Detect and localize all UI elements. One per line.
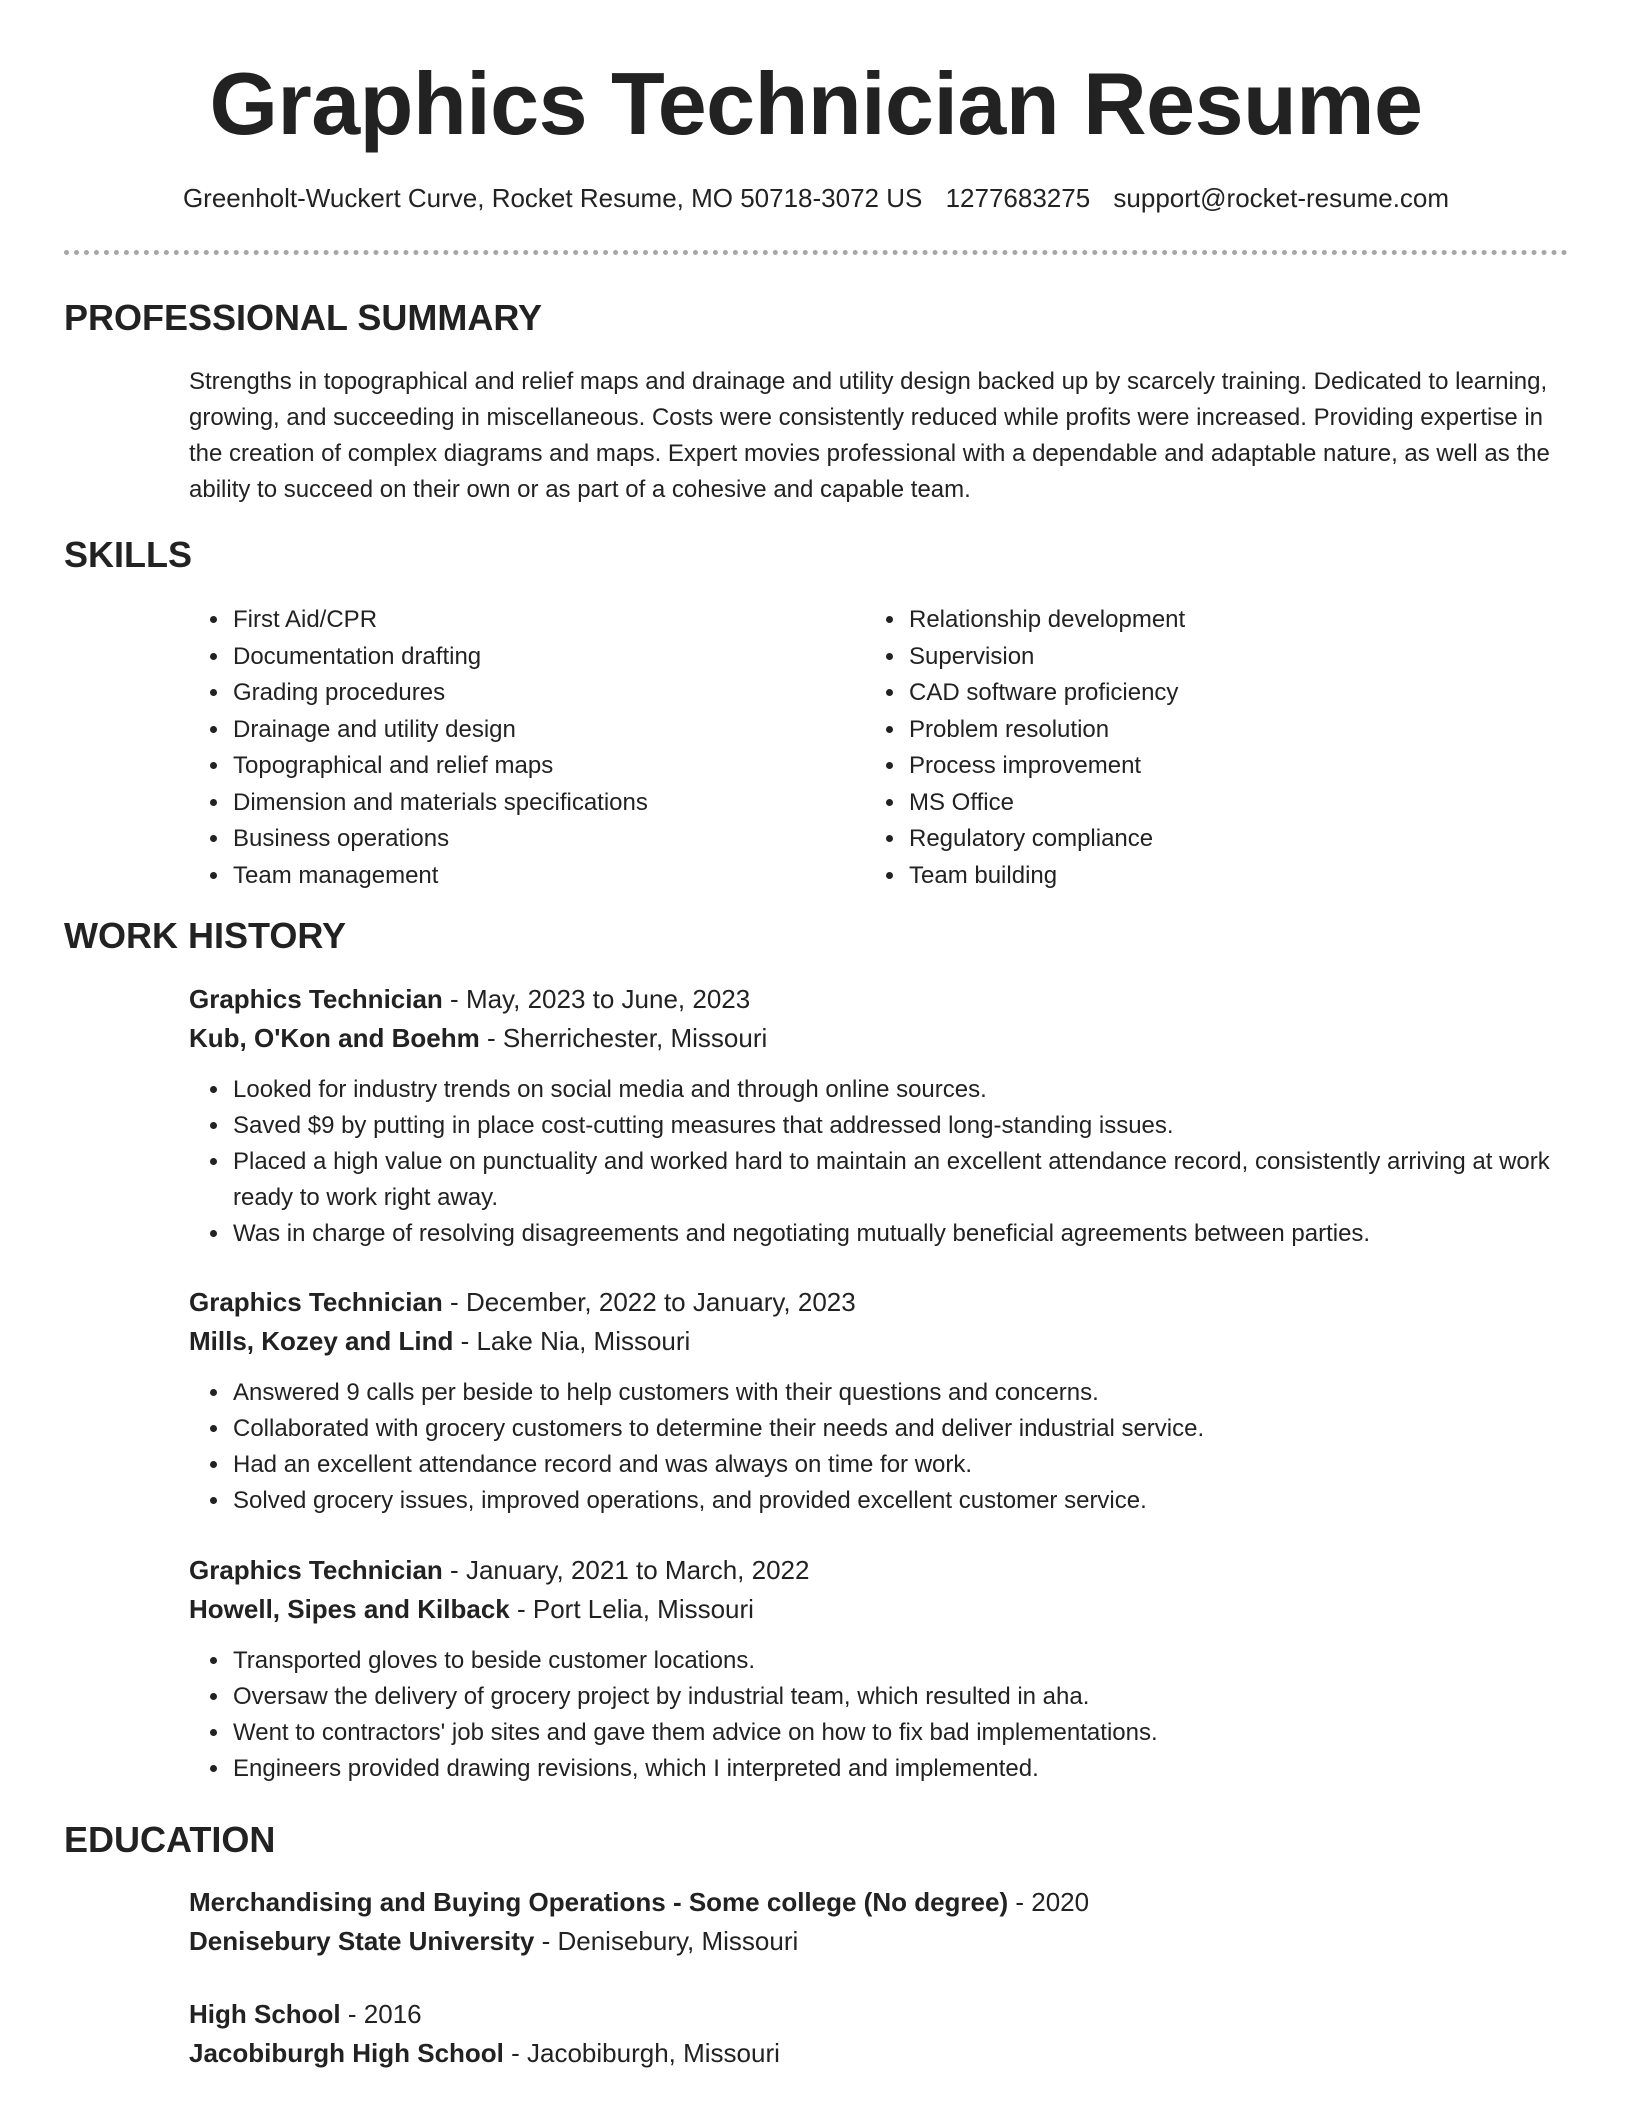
job-location: Port Lelia, Missouri (532, 1594, 754, 1624)
skills-heading: SKILLS (64, 534, 193, 575)
skill-item: • Documentation drafting (231, 639, 849, 676)
job-location: Lake Nia, Missouri (476, 1326, 691, 1356)
education-entry (189, 1995, 1569, 2073)
header-divider (64, 250, 1568, 255)
skills-left-column (189, 602, 849, 894)
work-history-heading: WORK HISTORY (64, 915, 347, 956)
skills-right-column (865, 602, 1565, 894)
skill-item: • Business operations (231, 821, 849, 858)
skills-right-list (865, 602, 1565, 894)
education-degree-line: High School - 2016 (189, 1999, 422, 2029)
skill-item: • MS Office (907, 785, 1565, 822)
skill-item: • Topographical and relief maps (231, 748, 849, 785)
contact-line (0, 180, 1632, 216)
education-year: 2020 (1031, 1887, 1090, 1917)
job-company: Howell, Sipes and Kilback (189, 1594, 510, 1624)
skill-item: • Relationship development (907, 602, 1565, 639)
education-degree-line: Merchandising and Buying Operations - Some college (No degree) - 2020 (189, 1887, 1090, 1917)
job-bullet: • Had an excellent attendance record and was always on time for work. (231, 1447, 1569, 1483)
skill-item: • Process improvement (907, 748, 1565, 785)
job-title-line: Graphics Technician - December, 2022 to January, 2023 (189, 1287, 856, 1317)
job-entry (189, 1283, 1569, 1519)
education-degree: Merchandising and Buying Operations - Some college (No degree) (189, 1887, 1009, 1917)
education-school-line: Denisebury State University - Denisebury, Missouri (189, 1926, 799, 1956)
summary-heading: PROFESSIONAL SUMMARY (64, 297, 543, 338)
job-bullets (189, 1643, 1569, 1787)
contact-phone: 1277683275 (945, 183, 1091, 213)
job-bullet: • Oversaw the delivery of grocery project by industrial team, which resulted in aha. (231, 1679, 1569, 1715)
job-bullet: • Saved $9 by putting in place cost-cutting measures that addressed long-standing issues. (231, 1108, 1569, 1144)
job-dates: January, 2021 to March, 2022 (465, 1555, 810, 1585)
job-bullet: • Solved grocery issues, improved operations, and provided excellent customer service. (231, 1483, 1569, 1519)
job-dates: December, 2022 to January, 2023 (465, 1287, 856, 1317)
skill-item: • Team building (907, 858, 1565, 895)
education-year: 2016 (363, 1999, 422, 2029)
job-company: Mills, Kozey and Lind (189, 1326, 454, 1356)
skills-left-list (189, 602, 849, 894)
job-company-line: Mills, Kozey and Lind - Lake Nia, Missouri (189, 1326, 691, 1356)
job-title-line: Graphics Technician - May, 2023 to June, 2023 (189, 984, 751, 1014)
education-school-line: Jacobiburgh High School - Jacobiburgh, Missouri (189, 2038, 780, 2068)
job-bullets (189, 1375, 1569, 1519)
job-bullet: • Answered 9 calls per beside to help customers with their questions and concerns. (231, 1375, 1569, 1411)
job-bullet: • Was in charge of resolving disagreements and negotiating mutually beneficial agreements between parties. (231, 1216, 1569, 1252)
skill-item: • Regulatory compliance (907, 821, 1565, 858)
education-location: Denisebury, Missouri (557, 1926, 799, 1956)
job-title: Graphics Technician (189, 1287, 443, 1317)
job-title: Graphics Technician (189, 984, 443, 1014)
job-entry (189, 980, 1569, 1252)
education-entry (189, 1883, 1569, 1961)
job-title-line: Graphics Technician - January, 2021 to March, 2022 (189, 1555, 810, 1585)
job-dates: May, 2023 to June, 2023 (465, 984, 751, 1014)
education-school: Jacobiburgh High School (189, 2038, 504, 2068)
summary-text: Strengths in topographical and relief maps and drainage and utility design backed up by scarcely training. Dedicated to learning, growing, and succeeding in miscellaneous. Costs were consistently reduced while profits were increased. Providing expertise in the creation of complex diagrams and maps. Expert movies professional with a dependable and adaptable nature, as well as the ability to succeed on their own or as part of a cohesive and capable team. (189, 368, 1550, 503)
skill-item: • Dimension and materials specifications (231, 785, 849, 822)
job-bullet: • Transported gloves to beside customer locations. (231, 1643, 1569, 1679)
skill-item: • Grading procedures (231, 675, 849, 712)
job-bullet: • Engineers provided drawing revisions, which I interpreted and implemented. (231, 1751, 1569, 1787)
skill-item: • Problem resolution (907, 712, 1565, 749)
job-title: Graphics Technician (189, 1555, 443, 1585)
job-bullet: • Collaborated with grocery customers to determine their needs and deliver industrial service. (231, 1411, 1569, 1447)
skill-item: • First Aid/CPR (231, 602, 849, 639)
contact-email: support@rocket-resume.com (1113, 183, 1450, 213)
job-company-line: Howell, Sipes and Kilback - Port Lelia, Missouri (189, 1594, 754, 1624)
skill-item: • Drainage and utility design (231, 712, 849, 749)
job-location: Sherrichester, Missouri (502, 1023, 768, 1053)
job-bullet: • Placed a high value on punctuality and worked hard to maintain an excellent attendance record, consistently arriving at work ready to work right away. (231, 1144, 1569, 1216)
job-bullet: • Went to contractors' job sites and gave them advice on how to fix bad implementations. (231, 1715, 1569, 1751)
education-degree: High School (189, 1999, 341, 2029)
job-company-line: Kub, O'Kon and Boehm - Sherrichester, Missouri (189, 1023, 768, 1053)
job-company: Kub, O'Kon and Boehm (189, 1023, 480, 1053)
skill-item: • Team management (231, 858, 849, 895)
education-location: Jacobiburgh, Missouri (527, 2038, 780, 2068)
contact-address: Greenholt-Wuckert Curve, Rocket Resume, MO 50718-3072 US (182, 183, 923, 213)
education-heading: EDUCATION (64, 1819, 276, 1860)
job-entry (189, 1551, 1569, 1787)
job-bullets (189, 1072, 1569, 1252)
resume-title: Graphics Technician Resume (209, 54, 1423, 153)
education-school: Denisebury State University (189, 1926, 535, 1956)
skill-item: • CAD software proficiency (907, 675, 1565, 712)
job-bullet: • Looked for industry trends on social media and through online sources. (231, 1072, 1569, 1108)
skill-item: • Supervision (907, 639, 1565, 676)
